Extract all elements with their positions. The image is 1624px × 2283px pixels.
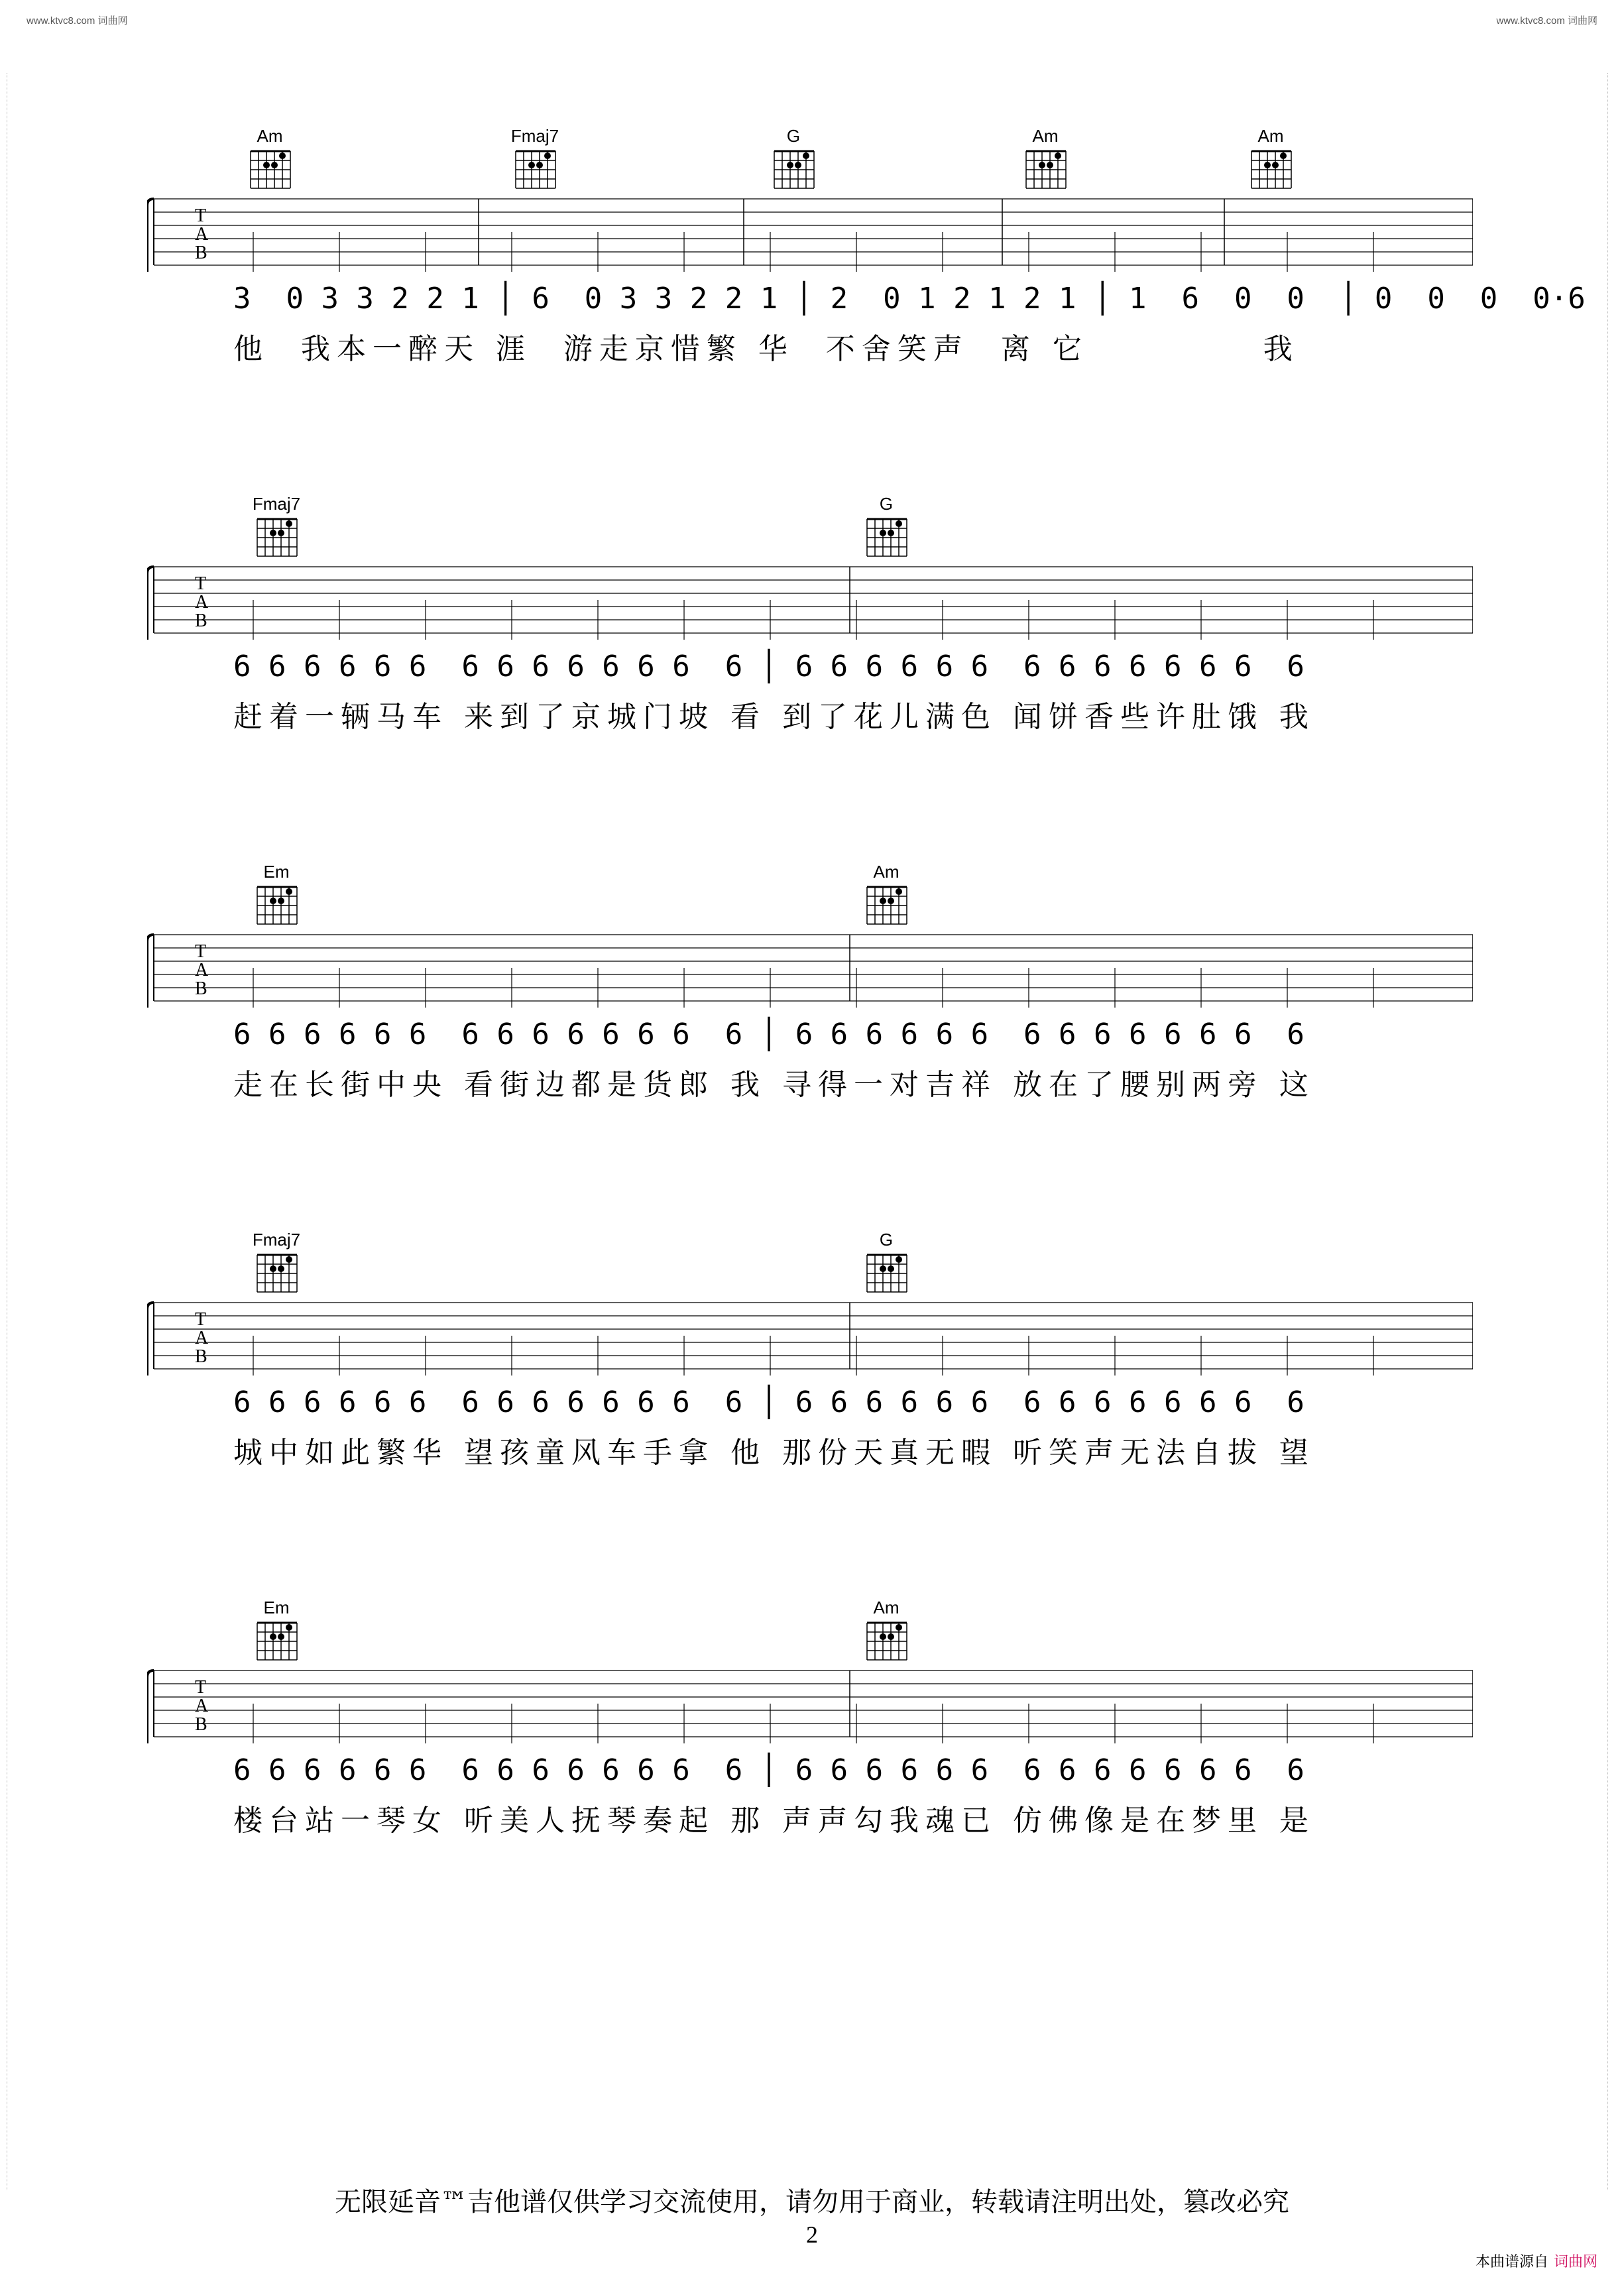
numbered-notation: 6 6 6 6 6 6 6 6 6 6 6 6 6 6 │ 6 6 6 6 6 6 6 6 6 6 6 6 6 6	[233, 1385, 1305, 1419]
chord-name: Fmaj7	[510, 126, 559, 146]
fretboard-grid	[253, 1619, 301, 1663]
fretboard-grid	[247, 147, 294, 191]
source-prefix: 本曲谱源自	[1475, 2254, 1548, 2270]
fretboard-grid	[1247, 147, 1295, 191]
tab-letter-a: A	[195, 1696, 209, 1716]
tab-letter-a: A	[195, 1328, 209, 1348]
tab-staff	[147, 928, 1473, 1008]
tab-letter-t: T	[195, 1677, 207, 1698]
tab-letter-b: B	[195, 243, 207, 263]
fretboard-grid	[253, 1251, 301, 1295]
fretboard-grid	[863, 1619, 911, 1663]
tab-staff	[147, 1296, 1473, 1376]
copyright-notice: 无限延音™吉他谱仅供学习交流使用，请勿用于商业，转载请注明出处，篡改必究	[335, 2187, 1289, 2217]
chord-name: G	[879, 494, 894, 514]
chord-name: Am	[873, 862, 899, 882]
fretboard-grid	[863, 883, 911, 927]
chord-name: G	[879, 1230, 894, 1250]
staff-system	[147, 494, 1473, 759]
lyrics-line: 城中如此繁华 望孩童风车手拿 他 那份天真无暇 听笑声无法自拔 望	[233, 1436, 1315, 1470]
tab-letter-b: B	[195, 1714, 207, 1735]
lyrics-line: 他 我本一醉天 涯 游走京惜繁 华 不舍笑声 离 它 我	[233, 332, 1299, 366]
left-margin-rule	[7, 73, 17, 2190]
chord-name: Am	[873, 1598, 899, 1617]
numbered-notation: 6 6 6 6 6 6 6 6 6 6 6 6 6 6 │ 6 6 6 6 6 6 6 6 6 6 6 6 6 6	[233, 1753, 1305, 1787]
source-credit	[1476, 2251, 1597, 2271]
numbered-notation: 6 6 6 6 6 6 6 6 6 6 6 6 6 6 │ 6 6 6 6 6 6 6 6 6 6 6 6 6 6	[233, 1018, 1305, 1051]
fretboard-grid	[253, 883, 301, 927]
staff-system	[147, 126, 1586, 391]
lyrics-line: 赶着一辆马车 来到了京城门坡 看 到了花儿满色 闻饼香些许肚饿 我	[233, 700, 1315, 734]
tab-letter-a: A	[195, 224, 209, 245]
right-margin-rule	[1607, 73, 1617, 2190]
chord-name: Fmaj7	[252, 1230, 301, 1250]
tab-staff	[147, 192, 1473, 272]
numbered-notation: 3 0 3 3 2 2 1 │ 6 0 3 3 2 2 1 │ 2 0 1 2 1 2 1 │ 1 6 0 0 │ 0 0 0 0·6	[233, 282, 1586, 316]
fretboard-grid	[863, 515, 911, 559]
tab-letter-a: A	[195, 592, 209, 613]
staff-system	[147, 862, 1473, 1127]
lyrics-line: 走在长街中央 看街边都是货郎 我 寻得一对吉祥 放在了腰别两旁 这	[233, 1068, 1315, 1102]
chord-name: Em	[263, 862, 290, 882]
chord-name: Am	[1032, 126, 1059, 146]
tab-letter-t: T	[195, 573, 207, 594]
numbered-notation: 6 6 6 6 6 6 6 6 6 6 6 6 6 6 │ 6 6 6 6 6 6 6 6 6 6 6 6 6 6	[233, 650, 1305, 683]
source-brand: 词曲网	[1553, 2254, 1597, 2270]
lyrics-line: 楼台站一琴女 听美人抚琴奏起 那 声声勾我魂已 仿佛像是在梦里 是	[233, 1804, 1315, 1838]
tab-staff	[147, 560, 1473, 640]
chord-name: Am	[257, 126, 283, 146]
tab-letter-t: T	[195, 1309, 207, 1330]
tab-letter-t: T	[195, 205, 207, 226]
tab-letter-a: A	[195, 960, 209, 980]
staff-system	[147, 1230, 1473, 1495]
tab-letter-b: B	[195, 611, 207, 631]
chord-name: Fmaj7	[252, 494, 301, 514]
tab-letter-b: B	[195, 978, 207, 999]
tab-letter-b: B	[195, 1346, 207, 1367]
chord-name: Am	[1257, 126, 1284, 146]
fretboard-grid	[253, 515, 301, 559]
fretboard-grid	[512, 147, 559, 191]
fretboard-grid	[770, 147, 818, 191]
tab-staff	[147, 1664, 1473, 1743]
tab-letter-t: T	[195, 941, 207, 962]
fretboard-grid	[863, 1251, 911, 1295]
page-number: 2	[806, 2221, 818, 2248]
chord-name: Em	[263, 1598, 290, 1617]
chord-name: G	[786, 126, 801, 146]
staff-system	[147, 1598, 1473, 1863]
fretboard-grid	[1022, 147, 1070, 191]
header-right: www.ktvc8.com 词曲网	[1496, 15, 1597, 27]
header-left: www.ktvc8.com 词曲网	[27, 15, 128, 27]
